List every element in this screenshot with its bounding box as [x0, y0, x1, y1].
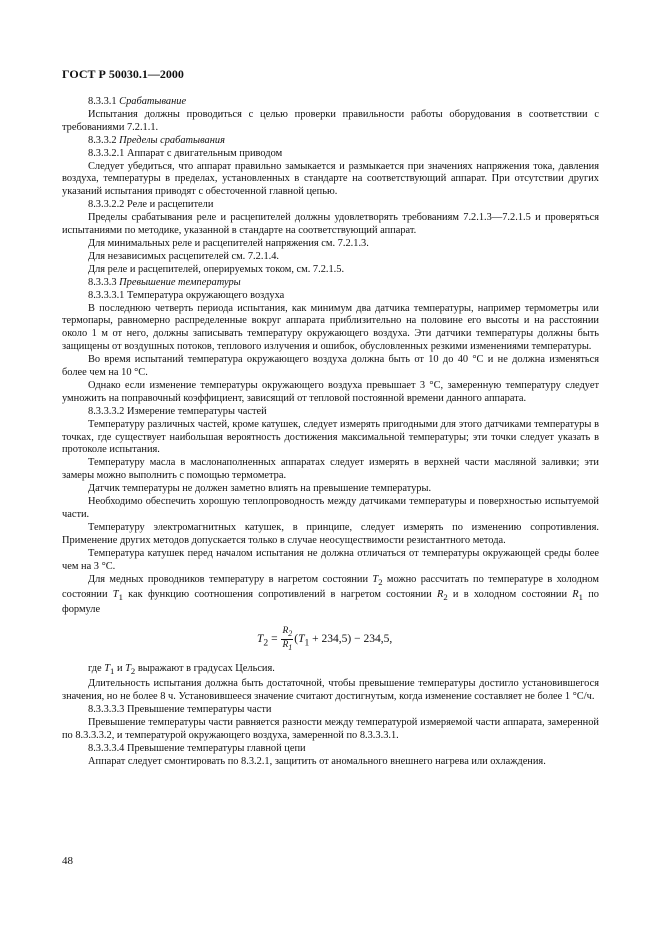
paragraph: Температуру электромагнитных катушек, в принципе, следует измерять по изменению сопротивления. Применение других методов допускается только в случае неосуществимости резистантного метода. — [62, 521, 599, 546]
subsection-heading: 8.3.3.3.2 Измерение температуры частей — [88, 405, 267, 417]
copper-paragraph: Для медных проводников температуру в нагретом состоянии $T_2$ можно рассчитать по температуре в холодном состоянии $T_1$ как функцию соотношения сопротивлений в нагретом состоянии $R_2$ и в холодном состоянии $R_1$ по формуле — [62, 573, 599, 615]
paragraph: Аппарат следует смонтировать по 8.3.2.1, защитить от аномального внешнего нагрева или охлаждения. — [88, 755, 546, 767]
paragraph: Для независимых расцепителей см. 7.2.1.4. — [88, 250, 280, 262]
page-number: 48 — [62, 855, 73, 867]
section-heading: 8.3.3.3 Превышение температуры — [88, 276, 241, 288]
paragraph: Пределы срабатывания реле и расцепителей должны удовлетворять требованиям 7.2.1.3—7.2.1.5 и проверяться испытаниями по методике, указанной в стандарте на соответствующий аппарат. — [62, 212, 599, 237]
subsection-heading: 8.3.3.3.4 Превышение температуры главной цепи — [88, 742, 306, 754]
paragraph: Температуру масла в маслонаполненных аппаратах следует измерять в верхней части масляной заливки; эти замеры можно выполнить с помощью термометра. — [62, 457, 599, 482]
paragraph: Температура катушек перед началом испытания не должна отличаться от температуры окружающей среды более чем на 3 °С. — [62, 547, 599, 572]
subsection-heading: 8.3.3.3.1 Температура окружающего воздуха — [88, 289, 285, 301]
document-header: ГОСТ Р 50030.1—2000 — [62, 67, 184, 81]
paragraph: Во время испытаний температура окружающего воздуха должна быть от 10 до 40 °С и не должна изменяться более чем на 10 °С. — [62, 354, 599, 379]
paragraph: Для реле и расцепителей, оперируемых током, см. 7.2.1.5. — [88, 263, 345, 275]
paragraph: Температуру различных частей, кроме катушек, следует измерять пригодными для этого датчиками температуры в точках, где существует наибольшая вероятность достижения максимальной температуры; эти точки следует указать в протоколе испытания. — [62, 418, 599, 456]
paragraph: Длительность испытания должна быть достаточной, чтобы превышение температуры достигло установившегося значения, но не более 8 ч. Установившееся значение считают достигнутым, когда изменение составляет не более 1 °С/ч. — [62, 678, 599, 703]
section-heading: 8.3.3.2 Пределы срабатывания — [88, 134, 225, 146]
paragraph: Датчик температуры не должен заметно влиять на превышение температуры. — [88, 483, 432, 495]
where-paragraph: где $T_1$ и $T_2$ выражают в градусах Цельсия. — [88, 663, 275, 677]
resistance-ratio: $\frac{R_2}{R_1}$ — [282, 626, 293, 653]
section-heading: 8.3.3.1 Срабатывание — [88, 96, 187, 107]
paragraph: Испытания должны проводиться с целью проверки правильности работы оборудования в соответствии с требованиями 7.2.1.1. — [62, 108, 599, 133]
paragraph: В последнюю четверть периода испытания, как минимум два датчика температуры, например термометры или термопары, равномерно распределенные вокруг аппарата приблизительно на половине его высоты и на расстоянии около 1 м от него, должны записывать температуру окружающего воздуха. Эти датчики температуры должны быть защищены от воздушных потоков, теплового излучения и ошибок, обусловленных резкими изменениями температуры. — [62, 302, 599, 353]
paragraph: Превышение температуры части равняется разности между температурой измеряемой части аппарата, замеренной по 8.3.3.3.2, и температурой окружающего воздуха, замеренной по 8.3.3.3.1. — [62, 717, 599, 742]
subsection-heading: 8.3.3.2.2 Реле и расцепители — [88, 199, 214, 211]
subsection-heading: 8.3.3.2.1 Аппарат с двигательным приводом — [88, 147, 283, 159]
paragraph: Однако если изменение температуры окружающего воздуха превышает 3 °С, замеренную температуру следует умножить на поправочный коэффициент, зависящий от тепловой постоянной времени данного аппарата. — [62, 379, 599, 404]
document-body — [62, 96, 599, 769]
paragraph: Для минимальных реле и расцепителей напряжения см. 7.2.1.3. — [88, 237, 369, 249]
temperature-formula: $T_2$ = $\frac{R_2}{R_1}$ $(T_1 + 234,5) - 234,5$, — [257, 626, 393, 653]
subsection-heading: 8.3.3.3.3 Превышение температуры части — [88, 704, 272, 716]
paragraph: Необходимо обеспечить хорошую теплопроводность между датчиками температуры и поверхностью испытуемой части. — [62, 496, 599, 520]
paragraph: Следует убедиться, что аппарат правильно замыкается и размыкается при значениях напряжения тока, давления воздуха, температуры в пределах, установленных в стандарте на соответствующий аппарат. При отсутствии других указаний испытания приводят с обесточенной главной цепью. — [62, 160, 599, 198]
